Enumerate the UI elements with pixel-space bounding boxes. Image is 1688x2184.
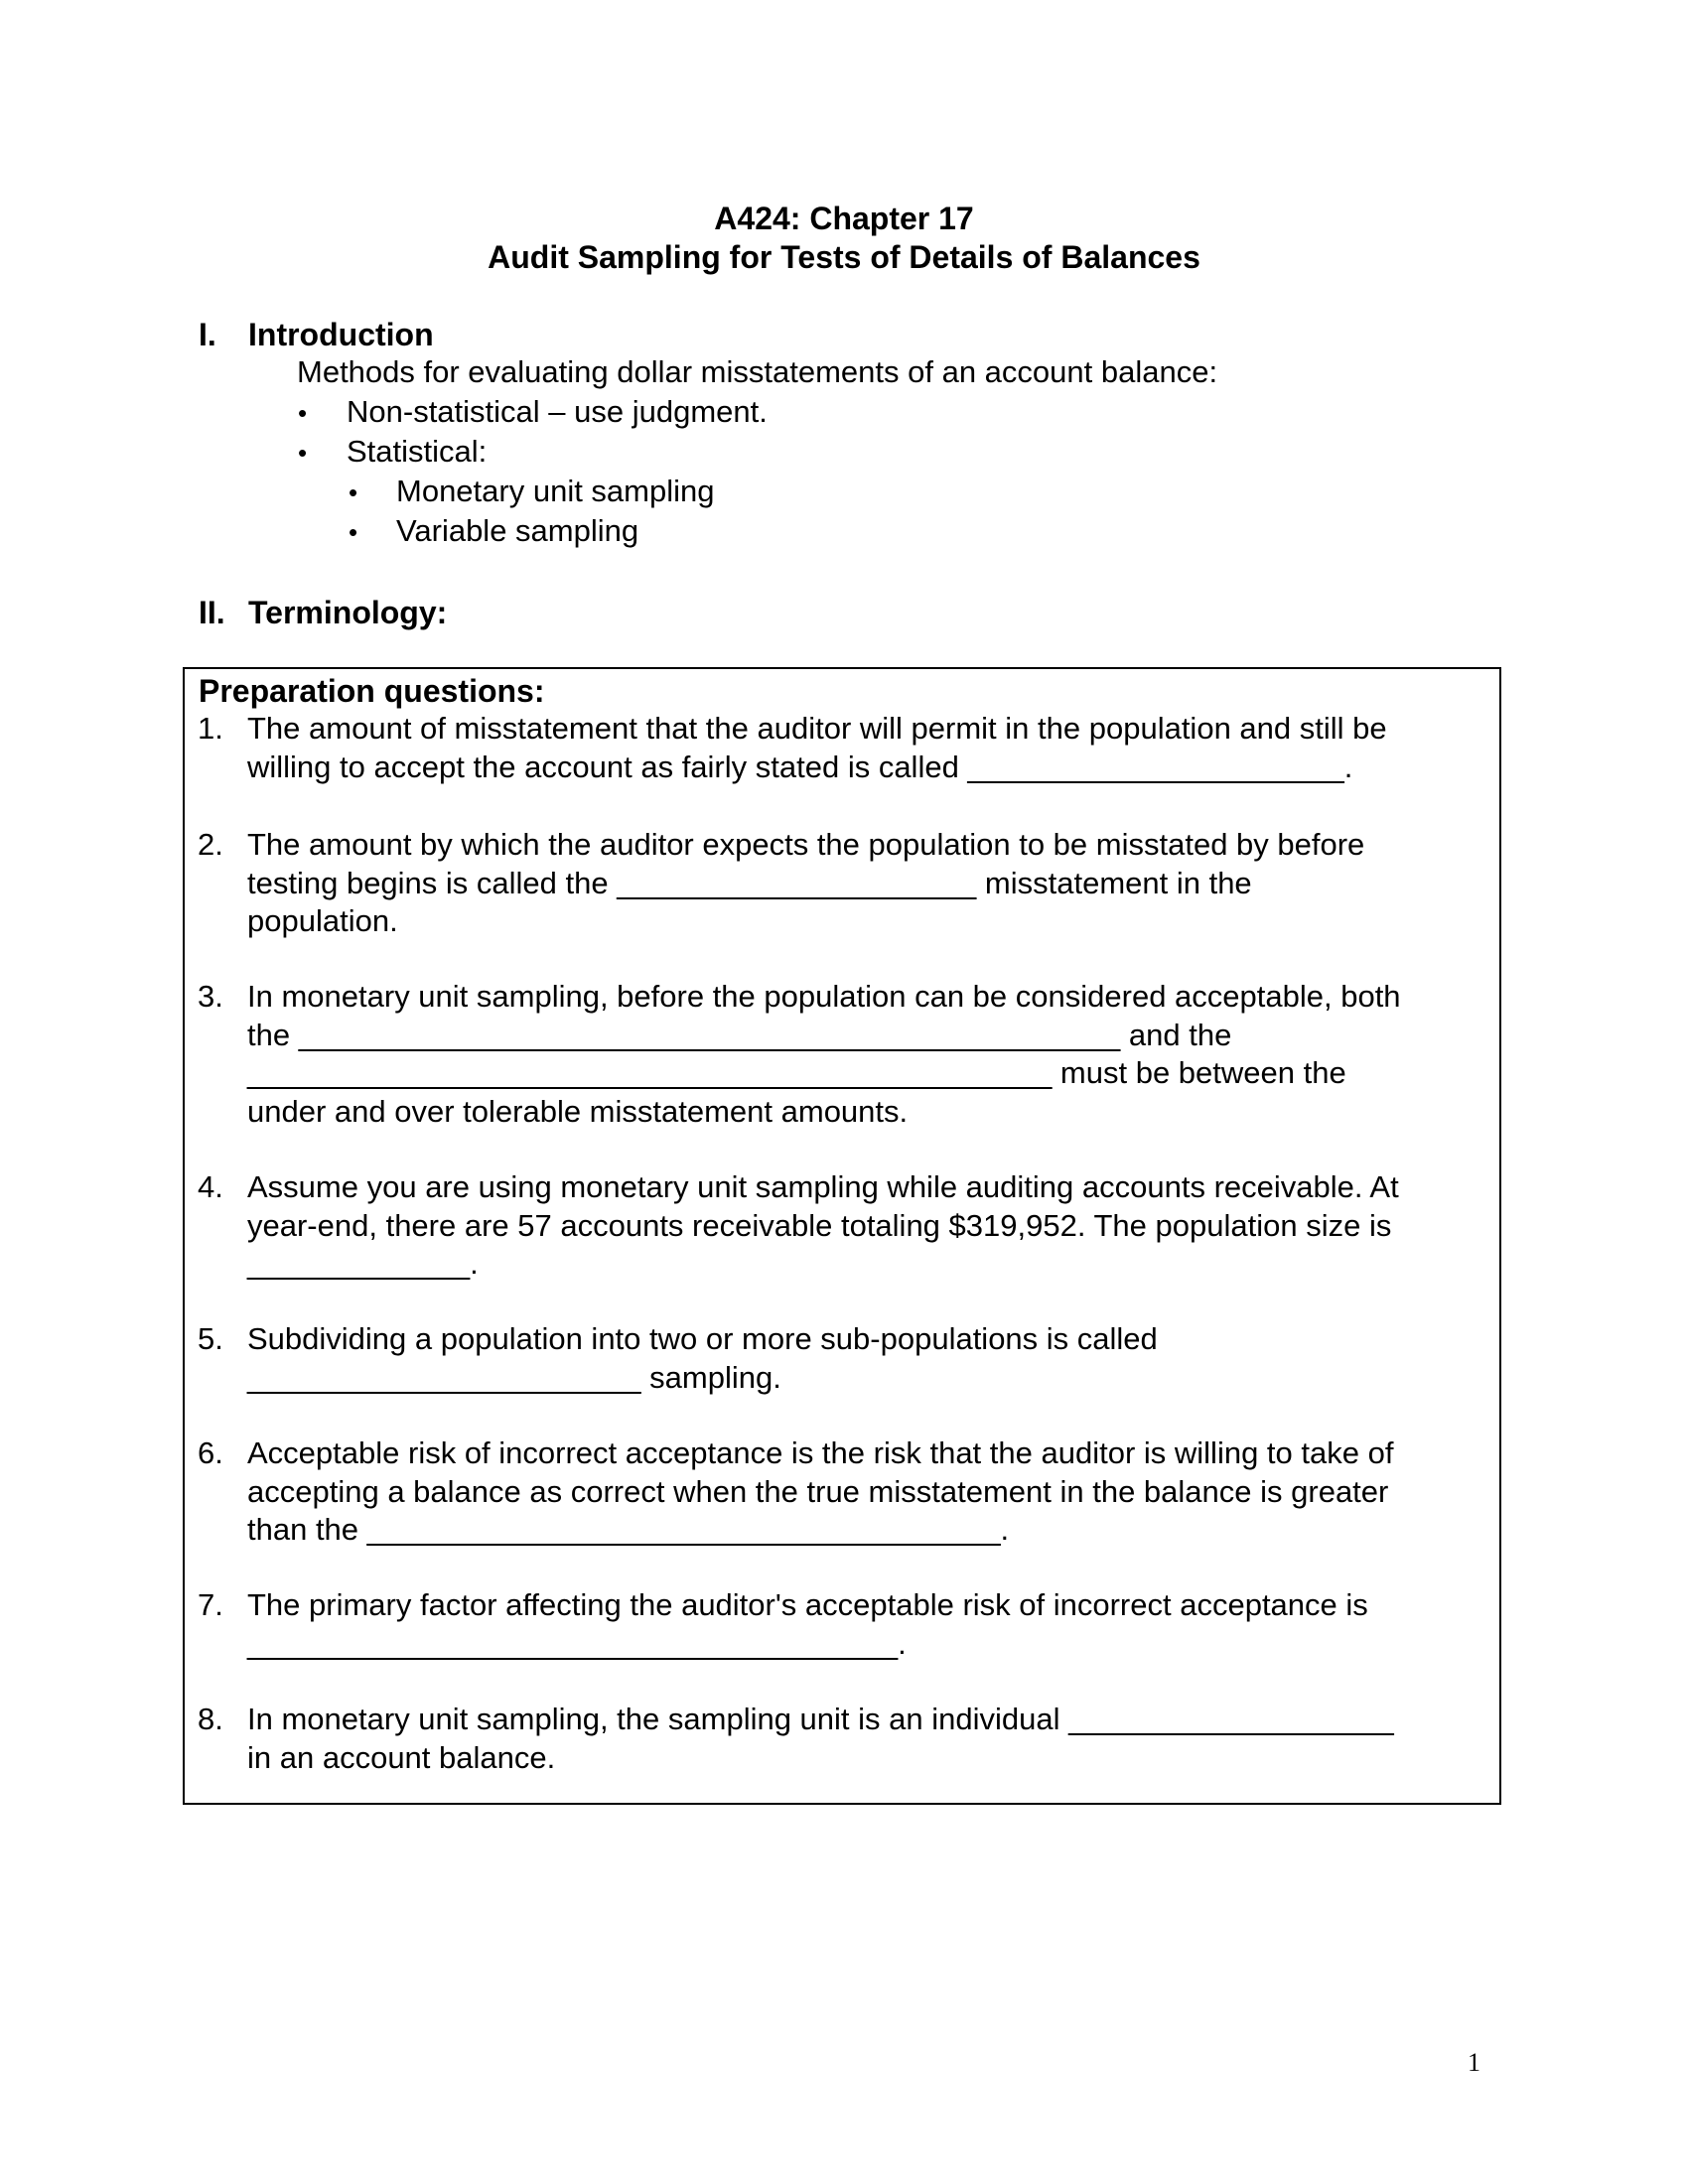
sub-bullet-icon: •: [349, 478, 358, 507]
question-line: in an account balance.: [247, 1739, 556, 1775]
question-line: willing to accept the account as fairly stated is called ______________________.: [247, 749, 1353, 784]
question-number: 4.: [198, 1169, 223, 1204]
question-line: In monetary unit sampling, before the population can be considered acceptable, both: [247, 979, 1401, 1014]
question-line: accepting a balance as correct when the true misstatement in the balance is greater: [247, 1473, 1389, 1509]
question-line: _______________________________________________ must be between the: [247, 1055, 1346, 1090]
question-line: under and over tolerable misstatement amounts.: [247, 1093, 909, 1129]
question-line: _____________.: [247, 1246, 479, 1281]
question-line: than the _____________________________________.: [247, 1512, 1010, 1547]
question-number: 7.: [198, 1587, 223, 1622]
question-number: 6.: [198, 1435, 223, 1470]
bullet-item: Non-statistical – use judgment.: [347, 394, 768, 429]
question-line: The amount by which the auditor expects the population to be misstated by before: [247, 827, 1365, 862]
question-line: Subdividing a population into two or more sub-populations is called: [247, 1321, 1158, 1356]
question-number: 5.: [198, 1321, 223, 1356]
question-line: population.: [247, 903, 398, 938]
section-number: II.: [199, 595, 225, 630]
section-number: I.: [199, 317, 216, 352]
document-title: A424: Chapter 17: [714, 201, 974, 236]
question-number: 8.: [198, 1702, 223, 1736]
bullet-item: Statistical:: [347, 434, 488, 469]
bullet-icon: •: [298, 398, 308, 428]
question-line: year-end, there are 57 accounts receivable totaling $319,952. The population size is: [247, 1207, 1392, 1243]
intro-text: Methods for evaluating dollar misstatements of an account balance:: [297, 354, 1218, 389]
question-line: _______________________ sampling.: [247, 1359, 781, 1395]
question-line: the ________________________________________________ and the: [247, 1017, 1232, 1052]
page-number: 1: [1468, 2048, 1480, 2077]
question-line: testing begins is called the _____________________ misstatement in the: [247, 865, 1252, 900]
question-line: The amount of misstatement that the auditor will permit in the population and still be: [247, 711, 1387, 746]
sub-bullet-icon: •: [349, 517, 358, 547]
sub-bullet-item: Monetary unit sampling: [396, 474, 715, 508]
document-subtitle: Audit Sampling for Tests of Details of Balances: [488, 239, 1200, 275]
section-title: Terminology:: [248, 595, 448, 630]
section-title: Introduction: [248, 317, 434, 352]
question-line: Acceptable risk of incorrect acceptance is the risk that the auditor is willing to take of: [247, 1435, 1394, 1470]
question-number: 3.: [198, 979, 223, 1014]
question-line: ______________________________________.: [247, 1625, 907, 1661]
sub-bullet-item: Variable sampling: [396, 513, 639, 548]
bullet-icon: •: [298, 438, 308, 468]
question-number: 2.: [198, 827, 223, 862]
question-line: In monetary unit sampling, the sampling unit is an individual ___________________: [247, 1702, 1394, 1736]
question-number: 1.: [198, 711, 223, 746]
preparation-questions-title: Preparation questions:: [199, 673, 545, 709]
question-line: Assume you are using monetary unit sampling while auditing accounts receivable. At: [247, 1169, 1399, 1204]
question-line: The primary factor affecting the auditor's acceptable risk of incorrect acceptance is: [247, 1587, 1368, 1622]
